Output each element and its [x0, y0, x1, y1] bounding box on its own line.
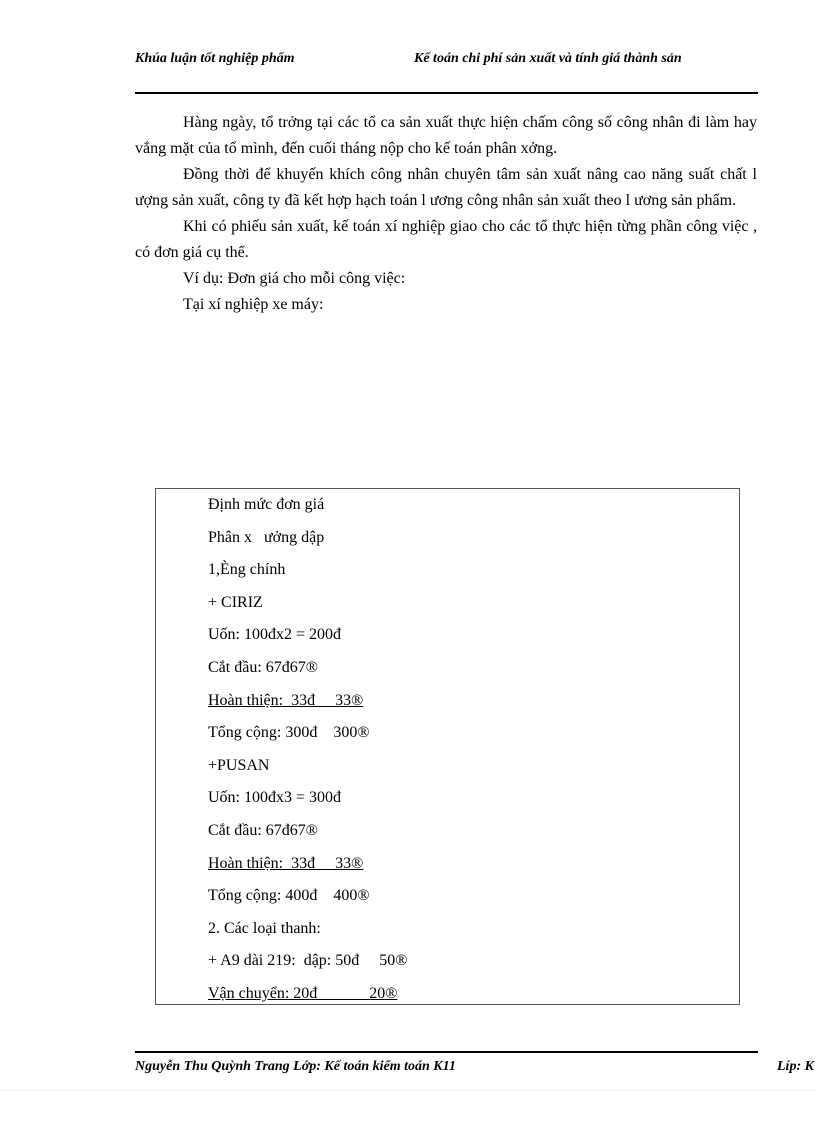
box-line: Uốn: 100đx2 = 200đ: [208, 626, 342, 644]
box-line: Tổng cộng: 300đ 300®: [208, 724, 370, 742]
paragraph-3: [135, 214, 757, 266]
unit-price-list: [208, 489, 407, 1011]
footer-left: Nguyễn Thu Quỳnh Trang Lớp: Kế toán kiểm toán K11: [135, 1059, 456, 1074]
box-line: Cắt đầu: 67đ67®: [208, 658, 318, 676]
box-line: + A9 dài 219: dập: 50đ 50®: [208, 952, 408, 970]
box-line: + CIRIZ: [208, 593, 263, 611]
page-footer: [135, 1051, 814, 1074]
header-right: Kế toán chi phí sản xuất và tính giá thành sản: [414, 51, 682, 66]
box-line: 1,Èng chính: [208, 561, 286, 579]
box-line: Vận chuyển: 20đ 20®: [208, 984, 398, 1002]
box-line: Định mức đơn giá: [208, 496, 325, 513]
unit-price-box: [155, 488, 740, 1005]
paragraph-1-text: Hàng ngày, tổ trởng tại các tổ ca sản xuất thực hiện chấm công số công nhân đi làm hay vắng mặt của tổ mình, đến cuối tháng nộp cho kế toán phân xởng.: [135, 114, 757, 157]
box-line: Hoàn thiện: 33đ 33®: [208, 691, 364, 709]
box-line: Uốn: 100đx3 = 300đ: [208, 789, 342, 807]
body-text: [135, 110, 757, 318]
box-line: Cắt đầu: 67đ67®: [208, 821, 318, 839]
paragraph-1: [135, 110, 757, 162]
paragraph-3-text: Khi có phiếu sản xuất, kế toán xí nghiệp giao cho các tổ thực hiện từng phần công việc , có đơn giá cụ thể.: [135, 218, 757, 261]
box-line: Hoàn thiện: 33đ 33®: [208, 854, 364, 872]
footer-right: Líp: K: [777, 1059, 814, 1074]
box-line: 2. Các loại thanh:: [208, 919, 321, 937]
header-left: Khúa luận tốt nghiệp phẩm: [135, 51, 295, 66]
paragraph-2: [135, 162, 757, 214]
box-line: +PUSAN: [208, 756, 270, 774]
bottom-dotted-rule: [0, 1090, 816, 1091]
box-line: Phân x ưởng dập: [208, 528, 325, 546]
box-line: Tổng cộng: 400đ 400®: [208, 887, 370, 905]
factory-line: Tại xí nghiệp xe máy:: [183, 296, 324, 313]
page-header: [135, 50, 758, 94]
example-line: Ví dụ: Đơn giá cho mỗi công việc:: [183, 270, 406, 287]
paragraph-2-text: Đồng thời để khuyến khích công nhân chuyên tâm sản xuất nâng cao năng suất chất l ượng sản xuất, công ty đã kết hợp hạch toán l ương công nhân sản xuất theo l ương sản phẩm.: [135, 166, 757, 209]
